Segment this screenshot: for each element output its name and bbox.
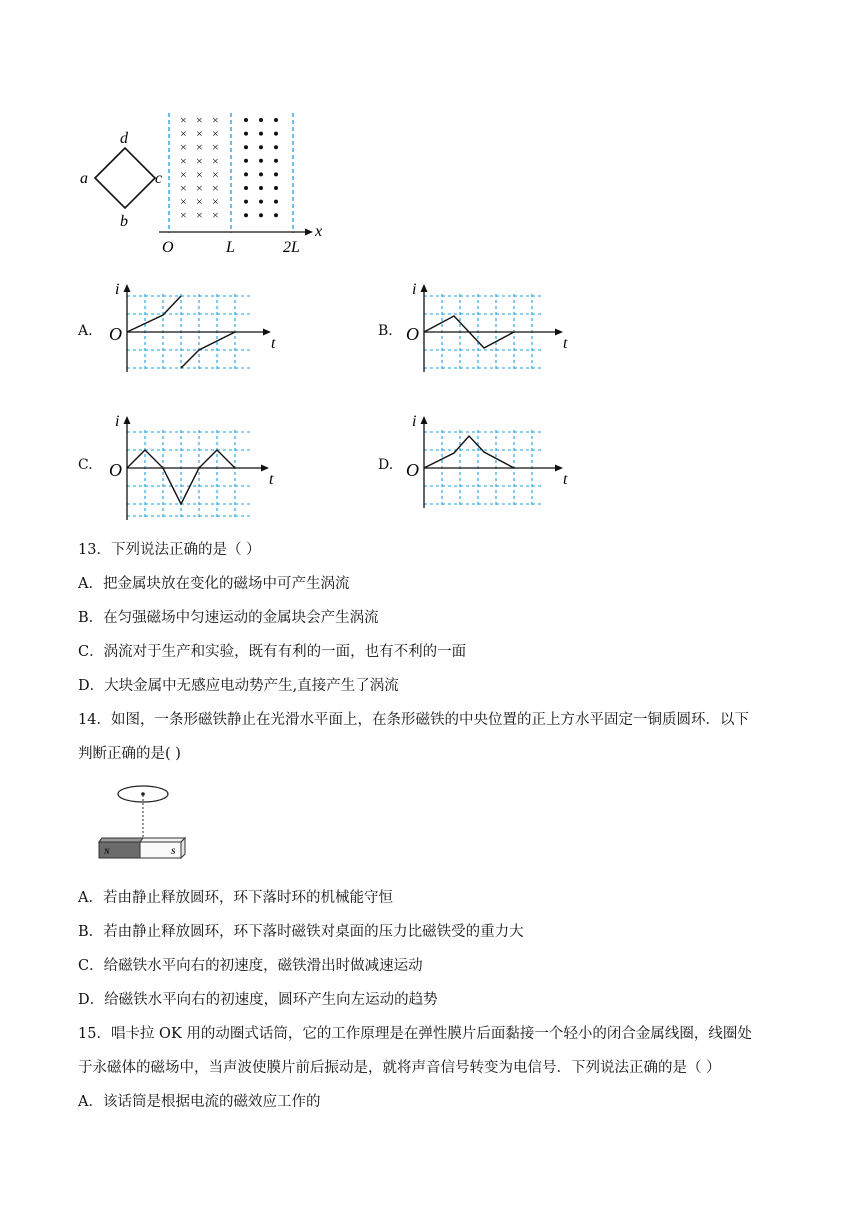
cross-symbol: × xyxy=(196,208,203,223)
dot-symbol xyxy=(274,172,278,176)
magnet-north-top xyxy=(99,838,143,842)
x-axis-label: x xyxy=(315,223,323,240)
cross-symbol: × xyxy=(212,113,219,127)
cross-symbol: × xyxy=(180,194,187,209)
option-d-graph xyxy=(402,410,582,520)
dot-symbol xyxy=(244,118,248,122)
i-axis-arrow xyxy=(124,284,131,292)
tick-l: L xyxy=(226,239,235,256)
field-out-of-page xyxy=(244,118,278,217)
cross-symbol: × xyxy=(180,167,187,182)
cross-symbol: × xyxy=(212,153,219,168)
cross-symbol: × xyxy=(196,126,203,141)
magnet-s-label: S xyxy=(171,847,176,856)
q15-stem-line1: 15．唱卡拉 OK 用的动圈式话筒，它的工作原理是在弹性膜片后面黏接一个轻小的闭合金属线圈，线圈处 xyxy=(78,1026,752,1042)
dot-symbol xyxy=(259,132,263,136)
cross-symbol: × xyxy=(212,181,219,195)
cross-symbol: × xyxy=(212,140,219,155)
cross-symbol: × xyxy=(180,126,187,141)
i-axis-label: i xyxy=(115,281,120,298)
cross-symbol: × xyxy=(196,140,203,155)
cross-symbol: × xyxy=(196,181,203,195)
t-axis-label: t xyxy=(563,335,568,352)
cross-symbol: × xyxy=(180,153,187,168)
dot-symbol xyxy=(274,118,278,122)
dot-symbol xyxy=(244,145,248,149)
t-axis-label: t xyxy=(271,335,276,352)
t-axis-label: t xyxy=(269,471,274,488)
i-axis-arrow xyxy=(124,416,131,424)
t-axis-arrow xyxy=(263,329,271,336)
option-c-graph xyxy=(105,410,285,520)
option-b-label: B. xyxy=(378,323,393,339)
square-loop xyxy=(95,148,155,208)
dot-symbol xyxy=(274,145,278,149)
cross-symbol: × xyxy=(180,140,187,155)
cross-symbol: × xyxy=(196,113,203,127)
t-axis-arrow xyxy=(555,465,563,472)
q13-option-d: D．大块金属中无感应电动势产生,直接产生了涡流 xyxy=(78,678,399,694)
option-a-graph xyxy=(105,278,285,383)
q14-option-d: D．给磁铁水平向右的初速度，圆环产生向左运动的趋势 xyxy=(78,992,438,1008)
origin-label: O xyxy=(406,324,419,344)
t-axis-arrow xyxy=(261,465,269,472)
cross-symbol: × xyxy=(196,153,203,168)
dot-symbol xyxy=(244,186,248,190)
dot-symbol xyxy=(259,145,263,149)
vertex-c: c xyxy=(155,170,163,187)
cross-symbol: × xyxy=(196,194,203,209)
option-a-label: A. xyxy=(78,323,93,339)
current-curve xyxy=(127,450,235,504)
q13-option-b: B．在匀强磁场中匀速运动的金属块会产生涡流 xyxy=(78,610,379,626)
vertex-b: b xyxy=(120,213,128,230)
q14-option-c: C．给磁铁水平向右的初速度，磁铁滑出时做减速运动 xyxy=(78,958,423,974)
i-axis-label: i xyxy=(412,413,417,430)
dot-symbol xyxy=(259,213,263,217)
magnet-n-label: N xyxy=(104,847,110,856)
tick-o: O xyxy=(162,239,174,256)
dot-symbol xyxy=(244,213,248,217)
cross-symbol: × xyxy=(196,167,203,182)
field-into-page xyxy=(180,113,219,222)
dot-symbol xyxy=(274,200,278,204)
cross-symbol: × xyxy=(212,208,219,223)
dot-symbol xyxy=(274,159,278,163)
magnet-ring-figure xyxy=(95,782,195,862)
cross-symbol: × xyxy=(180,208,187,223)
dot-symbol xyxy=(244,200,248,204)
field-figure xyxy=(75,105,345,265)
option-c-label: C. xyxy=(78,457,93,473)
dot-symbol xyxy=(259,200,263,204)
cross-symbol: × xyxy=(180,113,187,127)
i-axis-label: i xyxy=(115,413,120,430)
tick-2l: 2L xyxy=(283,239,300,256)
i-axis-label: i xyxy=(412,281,417,298)
q14-option-b: B．若由静止释放圆环，环下落时磁铁对桌面的压力比磁铁受的重力大 xyxy=(78,924,524,940)
q14-option-a: A．若由静止释放圆环，环下落时环的机械能守恒 xyxy=(78,890,393,906)
t-axis-arrow xyxy=(555,329,563,336)
dot-symbol xyxy=(244,132,248,136)
i-axis-arrow xyxy=(421,416,428,424)
t-axis-label: t xyxy=(563,471,568,488)
dot-symbol xyxy=(244,172,248,176)
vertex-a: a xyxy=(80,170,88,187)
dot-symbol xyxy=(274,132,278,136)
origin-label: O xyxy=(109,324,122,344)
cross-symbol: × xyxy=(212,167,219,182)
q14-stem-line1: 14．如图，一条形磁铁静止在光滑水平面上，在条形磁铁的中央位置的正上方水平固定一铜质圆环．以下 xyxy=(78,712,749,728)
dot-symbol xyxy=(244,159,248,163)
option-b-graph xyxy=(402,278,582,383)
current-curve xyxy=(424,436,514,468)
q15-stem-line2: 于永磁体的磁场中，当声波使膜片前后振动是，就将声音信号转变为电信号．下列说法正确的是（ ） xyxy=(78,1060,721,1076)
q15-option-a: A．该话筒是根据电流的磁效应工作的 xyxy=(78,1094,321,1110)
q13-option-a: A．把金属块放在变化的磁场中可产生涡流 xyxy=(78,576,350,592)
origin-label: O xyxy=(406,460,419,480)
dot-symbol xyxy=(274,186,278,190)
q13-option-c: C．涡流对于生产和实验，既有有利的一面，也有不利的一面 xyxy=(78,644,467,660)
cross-symbol: × xyxy=(180,181,187,195)
x-axis-arrow xyxy=(305,229,313,236)
q13-stem: 13．下列说法正确的是（ ） xyxy=(78,542,261,558)
dot-symbol xyxy=(259,159,263,163)
dot-symbol xyxy=(259,186,263,190)
vertex-d: d xyxy=(120,130,128,147)
option-d-label: D. xyxy=(378,457,394,473)
cross-symbol: × xyxy=(212,194,219,209)
cross-symbol: × xyxy=(212,126,219,141)
magnet-side-face xyxy=(181,838,185,858)
i-axis-arrow xyxy=(421,284,428,292)
origin-label: O xyxy=(109,460,122,480)
q14-stem-line2: 判断正确的是( ) xyxy=(78,746,181,762)
dot-symbol xyxy=(259,172,263,176)
dot-symbol xyxy=(274,213,278,217)
dot-symbol xyxy=(259,118,263,122)
